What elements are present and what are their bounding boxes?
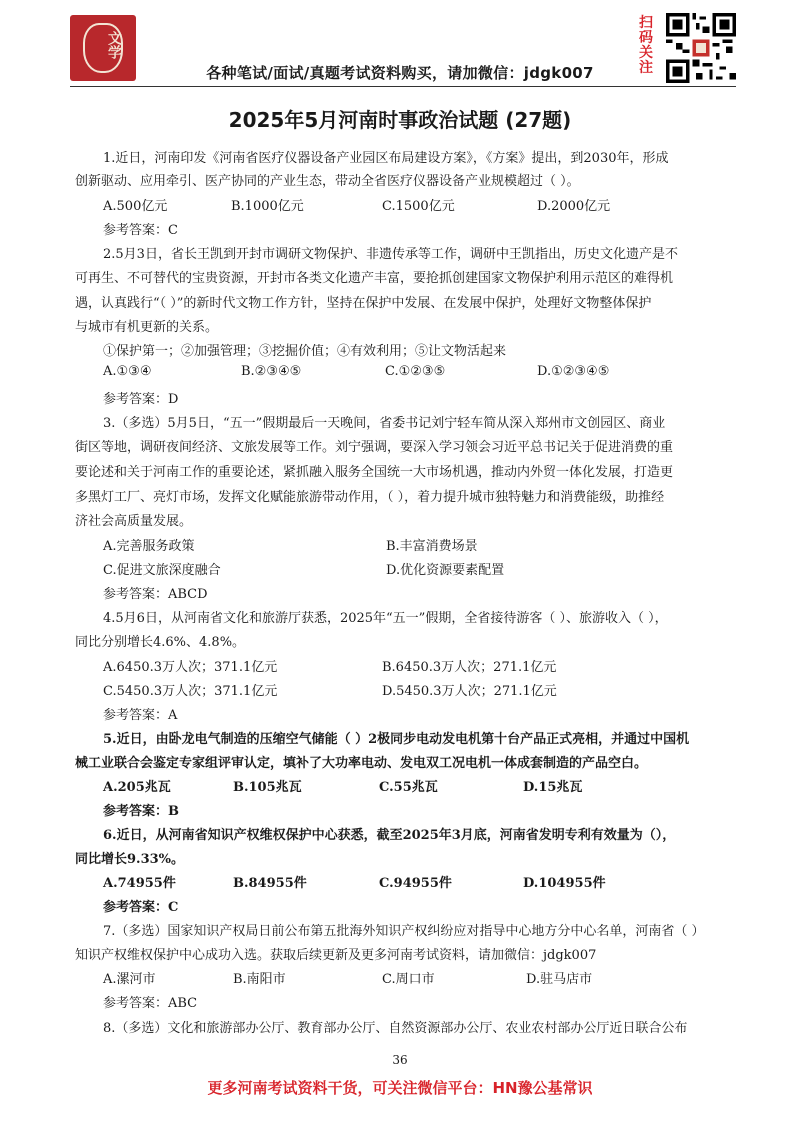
brand-logo: [70, 15, 136, 81]
q1-option-a: A.500亿元: [103, 199, 168, 214]
page-number: 36: [392, 1053, 408, 1067]
q6-option-c: C.94955件: [379, 876, 452, 891]
q2-option-d: D.①②③④⑤: [537, 364, 610, 379]
q7-option-b: B.南阳市: [233, 972, 286, 987]
q5-line-2: 械工业联合会鉴定专家组评审认定，填补了大功率电动、发电双工况电机一体成套制造的产品空白。: [75, 756, 648, 771]
q1-option-b: B.1000亿元: [231, 199, 304, 214]
q6-line-2: 同比增长9.33%。: [75, 852, 185, 867]
q6-option-a: A.74955件: [103, 876, 176, 891]
q6-option-b: B.84955件: [233, 876, 307, 891]
q3-option-c: C.促进文旅深度融合: [103, 563, 221, 578]
q4-line-2: 同比分别增长4.6%、4.8%。: [75, 635, 246, 650]
follow-label: 扫码关注: [639, 15, 653, 76]
q7-option-a: A.漯河市: [103, 972, 156, 987]
header-contact-text: 各种笔试/面试/真题考试资料购买，请加微信：jdgk007: [206, 64, 594, 82]
q2-items: ①保护第一；②加强管理；③挖掘价值；④有效利用；⑤让文物活起来: [103, 344, 507, 359]
q4-answer: 参考答案：A: [103, 708, 178, 723]
q2-line-1: 2.5月3日，省长王凯到开封市调研文物保护、非遗传承等工作，调研中王凯指出，历史文化遗产是不: [103, 247, 678, 262]
q4-line-1: 4.5月6日，从河南省文化和旅游厅获悉，2025年“五一”假期，全省接待游客（ ）、旅游收入（ ），: [103, 611, 668, 626]
q3-option-b: B.丰富消费场景: [386, 539, 478, 554]
logo-text: 文学: [106, 31, 122, 59]
q3-line-1: 3.（多选）5月5日，“五一”假期最后一天晚间，省委书记刘宁轻车简从深入郑州市文创园区、商业: [103, 416, 666, 431]
q3-line-2: 街区等地，调研夜间经济、文旅发展等工作。刘宁强调，要深入学习领会习近平总书记关于促进消费的重: [75, 440, 674, 455]
seal-icon: [83, 23, 123, 73]
header-divider: [70, 86, 736, 87]
q8-line-1: 8.（多选）文化和旅游部办公厅、教育部办公厅、自然资源部办公厅、农业农村部办公厅近日联合公布: [103, 1021, 688, 1036]
q5-option-b: B.105兆瓦: [233, 780, 302, 795]
q2-option-b: B.②③④⑤: [241, 364, 302, 379]
q3-option-d: D.优化资源要素配置: [386, 563, 505, 578]
q1-line-1: 1.近日，河南印发《河南省医疗仪器设备产业园区布局建设方案》，《方案》提出，到2030年，形成: [103, 151, 669, 166]
q3-line-5: 济社会高质量发展。: [75, 514, 193, 529]
q2-option-c: C.①②③⑤: [385, 364, 446, 379]
q2-answer: 参考答案：D: [103, 392, 179, 407]
q4-option-b: B.6450.3万人次；271.1亿元: [382, 660, 557, 675]
q2-line-3: 遇，认真践行“（ ）”的新时代文物工作方针，坚持在保护中发展、在发展中保护，处理好文物整体保护: [75, 296, 652, 311]
q7-option-c: C.周口市: [382, 972, 435, 987]
q3-option-a: A.完善服务政策: [103, 539, 195, 554]
q6-answer: 参考答案：C: [103, 900, 179, 915]
q6-option-d: D.104955件: [523, 876, 606, 891]
q4-option-a: A.6450.3万人次；371.1亿元: [103, 660, 278, 675]
q2-line-2: 可再生、不可替代的宝贵资源，开封市各类文化遗产丰富，要抢抓创建国家文物保护利用示范区的难得机: [75, 271, 674, 286]
q1-option-d: D.2000亿元: [537, 199, 611, 214]
q4-option-c: C.5450.3万人次；371.1亿元: [103, 684, 278, 699]
footer-promo: 更多河南考试资料干货，可关注微信平台：HN豫公基常识: [207, 1079, 593, 1097]
qr-code-icon[interactable]: [666, 13, 736, 83]
q5-option-a: A.205兆瓦: [103, 780, 171, 795]
q7-answer: 参考答案：ABC: [103, 996, 198, 1011]
q5-answer: 参考答案：B: [103, 804, 179, 819]
q1-option-c: C.1500亿元: [382, 199, 455, 214]
q3-line-3: 要论述和关于河南工作的重要论述，紧抓融入服务全国统一大市场机遇，推动内外贸一体化发展，打造更: [75, 465, 674, 480]
q3-line-4: 多黑灯工厂、亮灯市场，发挥文化赋能旅游带动作用，（ ），着力提升城市独特魅力和消费能级，助推经: [75, 490, 665, 505]
q3-answer: 参考答案：ABCD: [103, 587, 208, 602]
q2-line-4: 与城市有机更新的关系。: [75, 320, 219, 335]
q4-option-d: D.5450.3万人次；271.1亿元: [382, 684, 557, 699]
q2-option-a: A.①③④: [103, 364, 152, 379]
q6-line-1: 6.近日，从河南省知识产权维权保护中心获悉，截至2025年3月底，河南省发明专利有效量为（），: [103, 828, 676, 843]
page-title: 2025年5月河南时事政治试题 (27题): [228, 108, 572, 132]
q7-line-2: 知识产权维权保护中心成功入选。获取后续更新及更多河南考试资料，请加微信：jdgk007: [75, 948, 597, 963]
q7-line-1: 7.（多选）国家知识产权局日前公布第五批海外知识产权纠纷应对指导中心地方分中心名单，河南省（ ）: [103, 924, 705, 939]
q7-option-d: D.驻马店市: [526, 972, 593, 987]
q5-option-d: D.15兆瓦: [523, 780, 583, 795]
q1-answer: 参考答案：C: [103, 223, 178, 238]
q5-option-c: C.55兆瓦: [379, 780, 438, 795]
q1-line-2: 创新驱动、应用牵引、医产协同的产业生态，带动全省医疗仪器设备产业规模超过（ ）。: [75, 174, 580, 189]
q5-line-1: 5.近日，由卧龙电气制造的压缩空气储能（ ）2极同步电动发电机第十台产品正式亮相，并通过中国机: [103, 732, 690, 747]
